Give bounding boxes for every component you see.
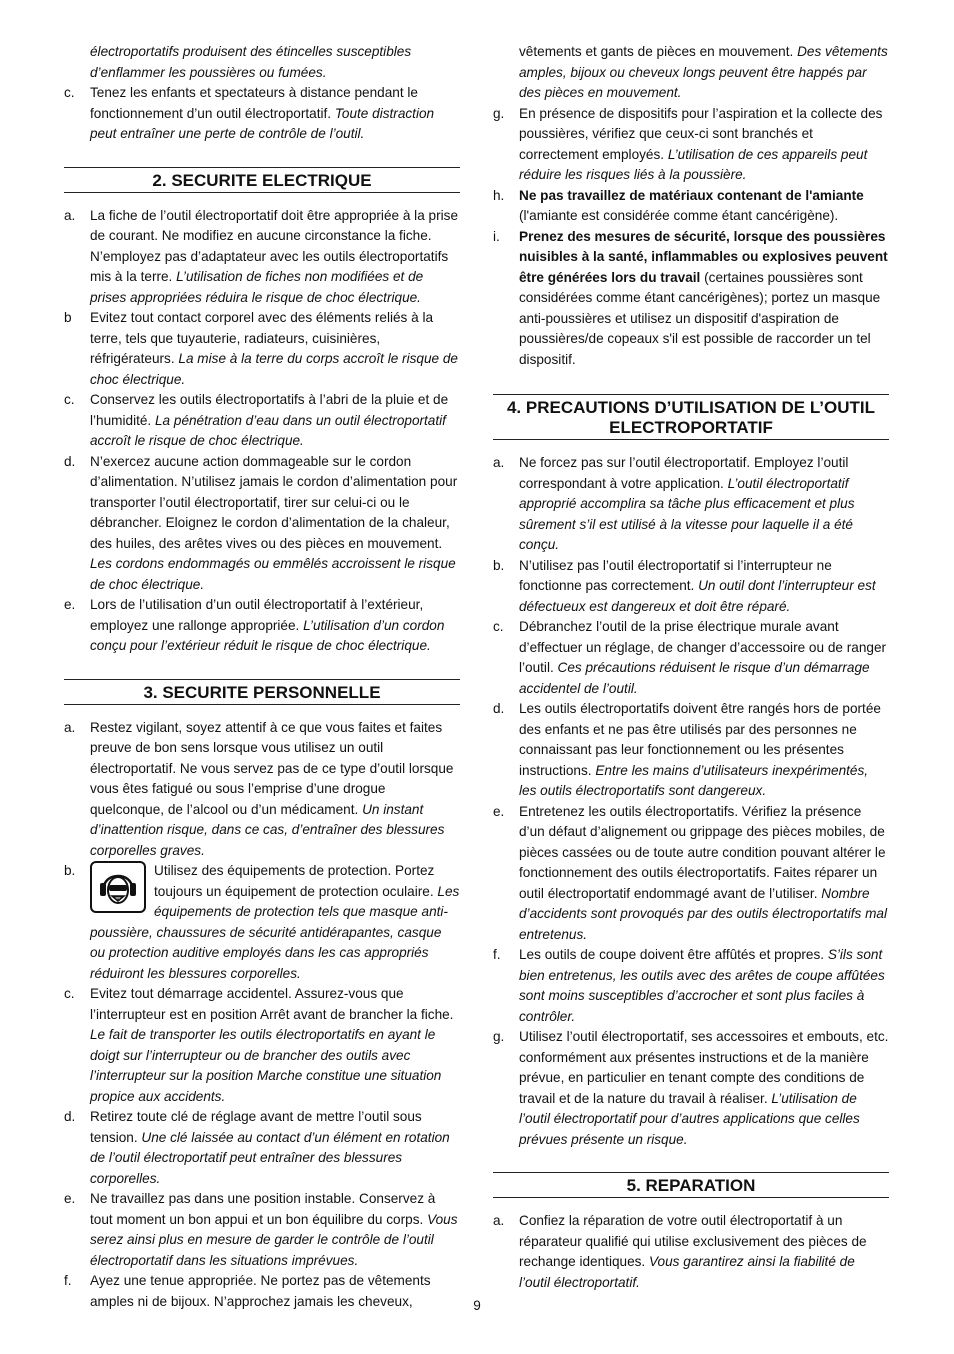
item-label: b. (64, 863, 76, 878)
list-item (64, 984, 460, 1107)
section-4-heading (493, 394, 889, 440)
protection-icon (90, 861, 146, 913)
item-text: Débranchez l’outil de la prise électrique murale avant d’effectuer un réglage, de changer d’accessoire ou de ranger l’outil. (519, 619, 887, 675)
item-text: Lors de l’utilisation d’un outil électroportatif à l’extérieur, employez une rallonge appropriée. (90, 597, 424, 633)
item-text: Confiez la réparation de votre outil électroportatif à un réparateur qualifié qui utilise exclusivement des pièces de rechange identiques. (519, 1213, 867, 1269)
item-text: N’exercez aucune action dommageable sur le cordon d’alimentation. N’utilisez jamais le cordon d’alimentation pour transporter l’outil électroportatif, tirer sur celui-ci ou le débrancher. Eloignez le cordon d’alimentation de la chaleur, des huiles, des arêtes vives ou des pièces en mouvement. (90, 453, 458, 551)
item-italic: Entre les mains d’utilisateurs inexpérimentés, les outils électroportatifs sont dangereux. (519, 762, 869, 798)
list-item (64, 595, 460, 657)
list-item (64, 390, 460, 452)
item-italic: Un outil dont l’interrupteur est défectueux est dangereux et doit être réparé. (519, 578, 876, 614)
section-3-item-a (64, 718, 460, 862)
item-text: N’utilisez pas l’outil électroportatif si l’interrupteur ne fonctionne pas correctement. (519, 557, 832, 593)
item-text: vêtements et gants de pièces en mouvement. (519, 44, 798, 59)
list-item (493, 617, 889, 699)
item-text: (certaines poussières sont considérées comme étant cancérigènes); portez un masque anti-poussières et utilisez un dispositif d'aspiration de poussières/de copeaux s'il est possible de raccorder un tel dispositif. (519, 269, 881, 367)
list-item (493, 1211, 889, 1293)
left-intro (64, 42, 460, 145)
item-label: g. (493, 105, 505, 121)
item-italic: S’ils sont bien entretenus, les outils avec des arêtes de coupe affûtées sont moins susceptibles d’accrocher et sont plus faciles à contrôler. (519, 947, 885, 1024)
item-label: i. (493, 228, 500, 244)
item-i (493, 227, 889, 371)
item-italic: Une clé laissée au contact d’un élément en rotation de l’outil électroportatif peut entraîner des blessures corporelles. (90, 1129, 450, 1186)
item-label: g. (493, 1029, 505, 1044)
item-italic: électroportatifs produisent des étincelles susceptibles d’enflammer les poussières ou fumées. (90, 44, 412, 80)
section-3-items (64, 984, 460, 1312)
section-3-item-b (64, 861, 460, 984)
item-italic: Les cordons endommagés ou emmêlés accroissent le risque de choc électrique. (90, 556, 456, 592)
item-text: Entretenez les outils électroportatifs. Vérifiez la présence d’un défaut d’alignement ou grippage des pièces mobiles, de pièces cassées ou de toute autre condition pouvant altérer le fonctionnement des outils électroportatifs. Faites réparer un outil électroportatif endommagé avant de l’utiliser. (519, 803, 886, 901)
list-item (493, 699, 889, 802)
list-item (493, 802, 889, 946)
item-bold: Prenez des mesures de sécurité, lorsque des poussières nuisibles à la santé, inflammables ou explosives peuvent être générées lors du travail (519, 228, 888, 285)
item-label: d. (493, 701, 505, 716)
item-label: b (64, 310, 72, 325)
item-label: e. (493, 803, 505, 819)
item-text: Tenez les enfants et spectateurs à distance pendant le fonctionnement d’un outil électroportatif. (90, 85, 418, 121)
safety-goggles-earmuffs-icon (96, 866, 140, 908)
item-label: c. (64, 85, 75, 100)
item-italic: Ces précautions réduisent le risque d’un démarrage accidentel de l’outil. (519, 660, 870, 696)
item-text: La fiche de l’outil électroportatif doit être appropriée à la prise de courant. Ne modifiez en aucune circonstance la fiche. N’employez pas d’adaptateur avec les outils électroportatifs mis à la terre. (90, 207, 459, 284)
item-text: Ne travaillez pas dans une position instable. Conservez à tout moment un bon appui et un bon équilibre du corps. (90, 1191, 436, 1227)
item-text: Utilisez des équipements de protection. Portez toujours un équipement de protection oculaire. (154, 863, 438, 899)
item-italic: La mise à la terre du corps accroît le risque de choc électrique. (90, 351, 458, 387)
right-column (493, 42, 889, 1293)
list-item (64, 1189, 460, 1271)
list-item (64, 718, 460, 862)
item-h (493, 186, 889, 227)
item-italic: L’utilisation de ces appareils peut réduire les risques liés à la poussière. (519, 146, 868, 182)
list-item (64, 83, 460, 145)
section-4-items (493, 453, 889, 1150)
item-label: a. (64, 207, 76, 223)
item-text: Ayez une tenue appropriée. Ne portez pas de vêtements amples ni de bijoux. N’approchez jamais les cheveux, (90, 1273, 431, 1309)
list-item (493, 453, 889, 556)
list-item (493, 945, 889, 1027)
item-text: Retirez toute clé de réglage avant de mettre l’outil sous tension. (90, 1109, 422, 1145)
list-item (493, 1027, 889, 1150)
item-text: Conservez les outils électroportatifs à l’abri de la pluie et de l’humidité. (90, 392, 449, 428)
item-label: c. (64, 986, 75, 1001)
list-item (64, 452, 460, 596)
item-italic: L’utilisation de fiches non modifiées et de prises appropriées réduira le risque de choc électrique. (90, 269, 424, 305)
item-italic: L’outil électroportatif approprié accomplira sa tâche plus efficacement et plus sûrement s’il est utilisé à la vitesse pour laquelle il a été conçu. (519, 475, 855, 552)
item-label: c. (64, 392, 75, 407)
item-text: Evitez tout contact corporel avec des éléments reliés à la terre, tels que tuyauterie, radiateurs, cuisinières, réfrigérateurs. (90, 310, 434, 366)
item-italic: Toute distraction peut entraîner une perte de contrôle de l’outil. (90, 105, 435, 141)
item-text: Evitez tout démarrage accidentel. Assurez-vous que l’interrupteur est en position Arrêt avant de brancher la fiche. (90, 986, 454, 1022)
item-italic: L’utilisation de l’outil électroportatif pour d’autres applications que celles prévues présente un risque. (519, 1090, 860, 1147)
item-label: e. (64, 597, 76, 612)
section-5-heading: 5. REPARATION (493, 1172, 889, 1198)
list-item (64, 206, 460, 309)
list-item (64, 1107, 460, 1189)
item-text: Les outils électroportatifs doivent être rangés hors de portée des enfants et ne pas être utilisés par des personnes ne connaissant pas leur fonctionnement ou les présentes instructions. (519, 701, 881, 778)
item-label: f. (493, 947, 501, 962)
item-italic: L’utilisation d’un cordon conçu pour l’extérieur réduit le risque de choc électrique. (90, 617, 445, 653)
item-label: d. (64, 1109, 76, 1124)
item-label: e. (64, 1191, 76, 1206)
section-2-heading: 2. SECURITE ELECTRIQUE (64, 167, 460, 193)
item-italic: Vous garantirez ainsi la fiabilité de l’outil électroportatif. (519, 1254, 855, 1290)
item-text: En présence de dispositifs pour l’aspiration et la collecte des poussières, vérifiez que ceux-ci sont branchés et correctement employés. (519, 105, 883, 162)
item-bold: Ne pas travaillez de matériaux contenant de l'amiante (519, 187, 864, 203)
list-item (493, 556, 889, 618)
item-text: Ne forcez pas sur l’outil électroportatif. Employez l’outil correspondant à votre application. (519, 455, 849, 491)
right-intro (493, 42, 889, 186)
item-label: a. (493, 455, 505, 470)
item-label: a. (493, 1213, 505, 1228)
section-2-items (64, 206, 460, 657)
item-text: Utilisez l’outil électroportatif, ses accessoires et embouts, etc. conformément aux présentes instructions et de la manière prévue, en particulier en tenant compte des conditions de travail et de la nature du travail à réaliser. (519, 1029, 889, 1106)
item-italic: Le fait de transporter les outils électroportatifs en ayant le doigt sur l’interrupteur ou de brancher des outils avec l’interrupteur sur la position Marche constitue une situation propice aux accidents. (90, 1027, 442, 1104)
item-text: (l'amiante est considérée comme étant cancérigène). (519, 208, 839, 223)
item-label: c. (493, 619, 504, 634)
list-item (64, 42, 460, 83)
list-item (493, 42, 889, 104)
section-3-heading: 3. SECURITE PERSONNELLE (64, 679, 460, 705)
item-label: f. (64, 1273, 72, 1288)
section-4-heading-line2: ELECTROPORTATIF (609, 418, 773, 437)
item-text: Restez vigilant, soyez attentif à ce que vous faites et faites preuve de bon sens lorsque vous utilisez un outil électroportatif. Ne vous servez pas de ce type d’outil lorsque vous êtes fatigué ou sous l’emprise d’une drogue quelconque, de l’alcool ou d’un médicament. (90, 719, 454, 817)
left-column (64, 42, 460, 1312)
item-italic: Des vêtements amples, bijoux ou cheveux longs peuvent être happés par des pièces en mouvement. (519, 44, 888, 100)
item-italic: La pénétration d’eau dans un outil électroportatif accroît le risque de choc électrique. (90, 412, 446, 448)
section-5-items (493, 1211, 889, 1293)
list-item (64, 308, 460, 390)
item-italic: Les équipements de protection tels que masque anti-poussière, chaussures de sécurité antidérapantes, casque ou protection auditive employés dans les cas appropriés réduiront les blessures corporelles. (90, 883, 460, 981)
item-italic: Un instant d’inattention risque, dans ce cas, d’entraîner des blessures corporelles graves. (90, 801, 445, 858)
item-italic: Nombre d’accidents sont provoqués par des outils électroportatifs mal entretenus. (519, 885, 887, 942)
item-italic: Vous serez ainsi plus en mesure de garder le contrôle de l’outil électroportatif dans les situations imprévues. (90, 1211, 458, 1268)
page-number: 9 (473, 1298, 481, 1313)
item-text: Les outils de coupe doivent être affûtés et propres. (519, 947, 828, 962)
item-label: a. (64, 719, 76, 735)
item-label: h. (493, 187, 505, 203)
item-label: d. (64, 453, 76, 469)
item-label: b. (493, 557, 505, 573)
section-4-heading-line1: 4. PRECAUTIONS D’UTILISATION DE L’OUTIL (506, 398, 876, 417)
list-item (493, 104, 889, 186)
